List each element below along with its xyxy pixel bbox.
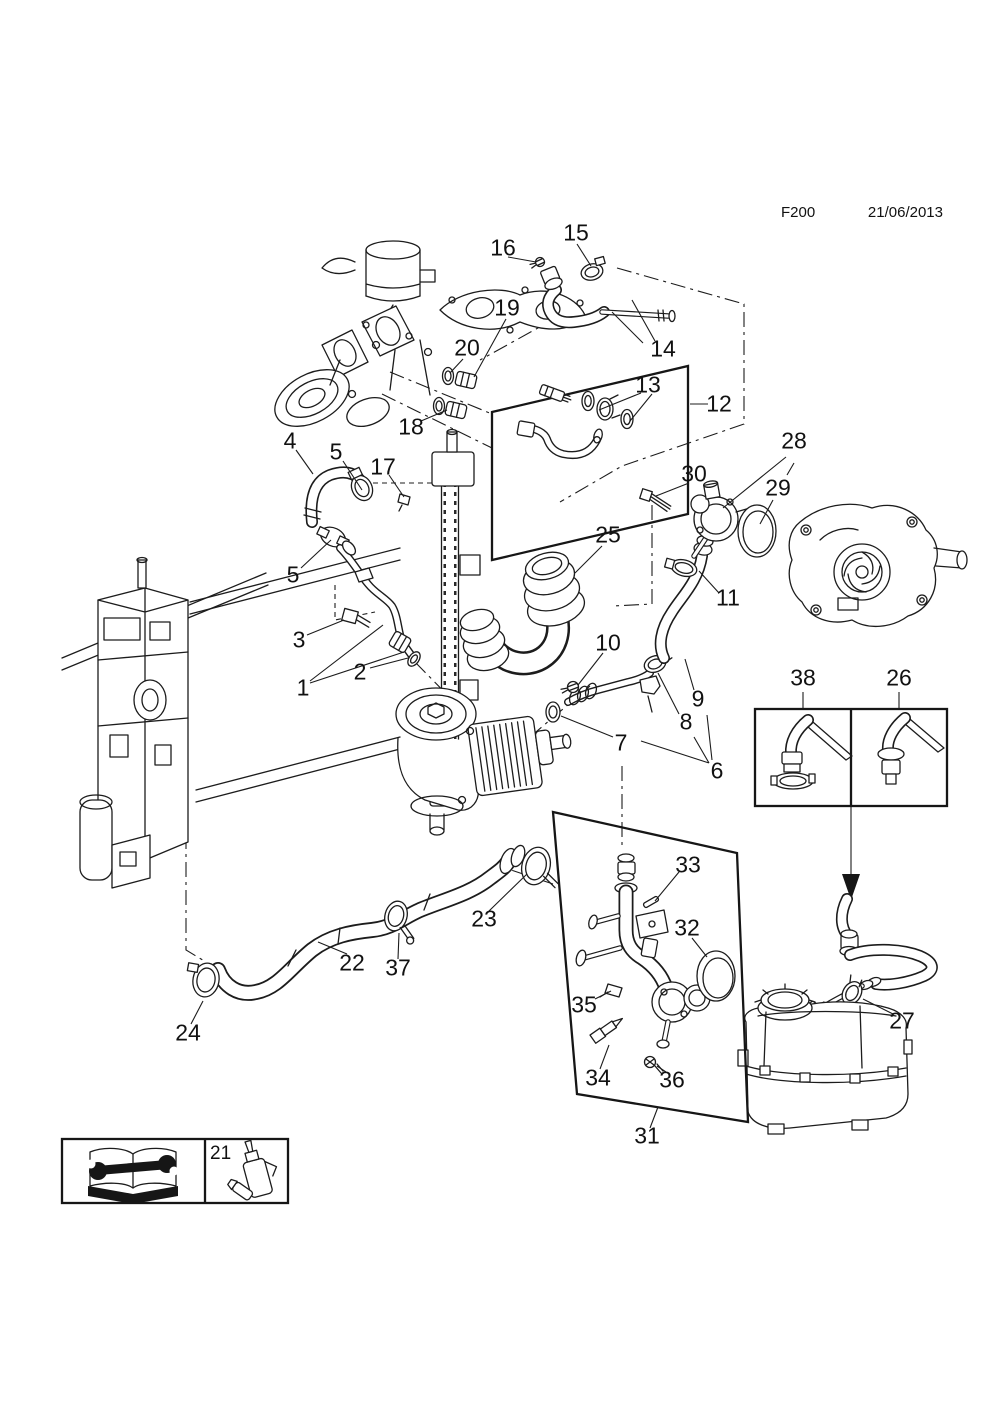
document-code: F200 [781,204,816,221]
callout-5: 5 [286,561,300,588]
coolant-pipe-assembly [546,648,675,722]
callout-15: 15 [563,219,589,246]
callout-14: 14 [650,335,676,362]
legend-item-number: 21 [210,1143,232,1164]
callout-29: 29 [765,474,791,501]
callout-1: 1 [296,674,310,701]
callout-27: 27 [889,1007,915,1034]
callout-28: 28 [781,427,807,454]
thermostat-housing-box [553,812,748,1122]
legend-box [62,1136,288,1204]
connector-variants-box [755,692,947,806]
book-wrench-icon [87,1148,179,1204]
callout-3: 3 [292,626,306,653]
document-date: 21/06/2013 [867,204,943,221]
callout-8: 8 [679,708,693,735]
callout-38: 38 [790,664,816,691]
arrow-down-icon [842,806,860,900]
callout-34: 34 [585,1064,611,1091]
callout-2: 2 [353,658,367,685]
lower-radiator-hose-group [183,844,567,999]
callout-17: 17 [370,453,396,480]
callout-20: 20 [454,334,480,361]
callout-31: 31 [634,1122,660,1149]
callout-30: 30 [681,460,707,487]
turbocharger-assembly [265,241,585,438]
callout-19: 19 [494,294,520,321]
callout-6: 6 [710,757,724,784]
callout-35: 35 [571,991,597,1018]
callout-23: 23 [471,905,497,932]
callout-12: 12 [706,390,732,417]
callout-36: 36 [659,1066,685,1093]
page-header [781,204,943,221]
radiator-group [62,548,400,888]
callout-16: 16 [490,234,516,261]
callout-24: 24 [175,1019,201,1046]
callout-13: 13 [635,371,661,398]
callout-33: 33 [675,851,701,878]
callout-18: 18 [398,413,424,440]
sealant-bottle-icon [227,1136,283,1201]
callout-10: 10 [595,629,621,656]
callout-7: 7 [614,729,628,756]
callout-26: 26 [886,664,912,691]
callout-9: 9 [691,685,705,712]
callout-22: 22 [339,949,365,976]
callout-37: 37 [385,954,411,981]
callout-5: 5 [329,438,343,465]
callout-11: 11 [716,584,740,611]
callout-25: 25 [595,521,621,548]
hose-14-group [529,256,675,322]
callout-32: 32 [674,914,700,941]
callout-4: 4 [283,427,297,454]
